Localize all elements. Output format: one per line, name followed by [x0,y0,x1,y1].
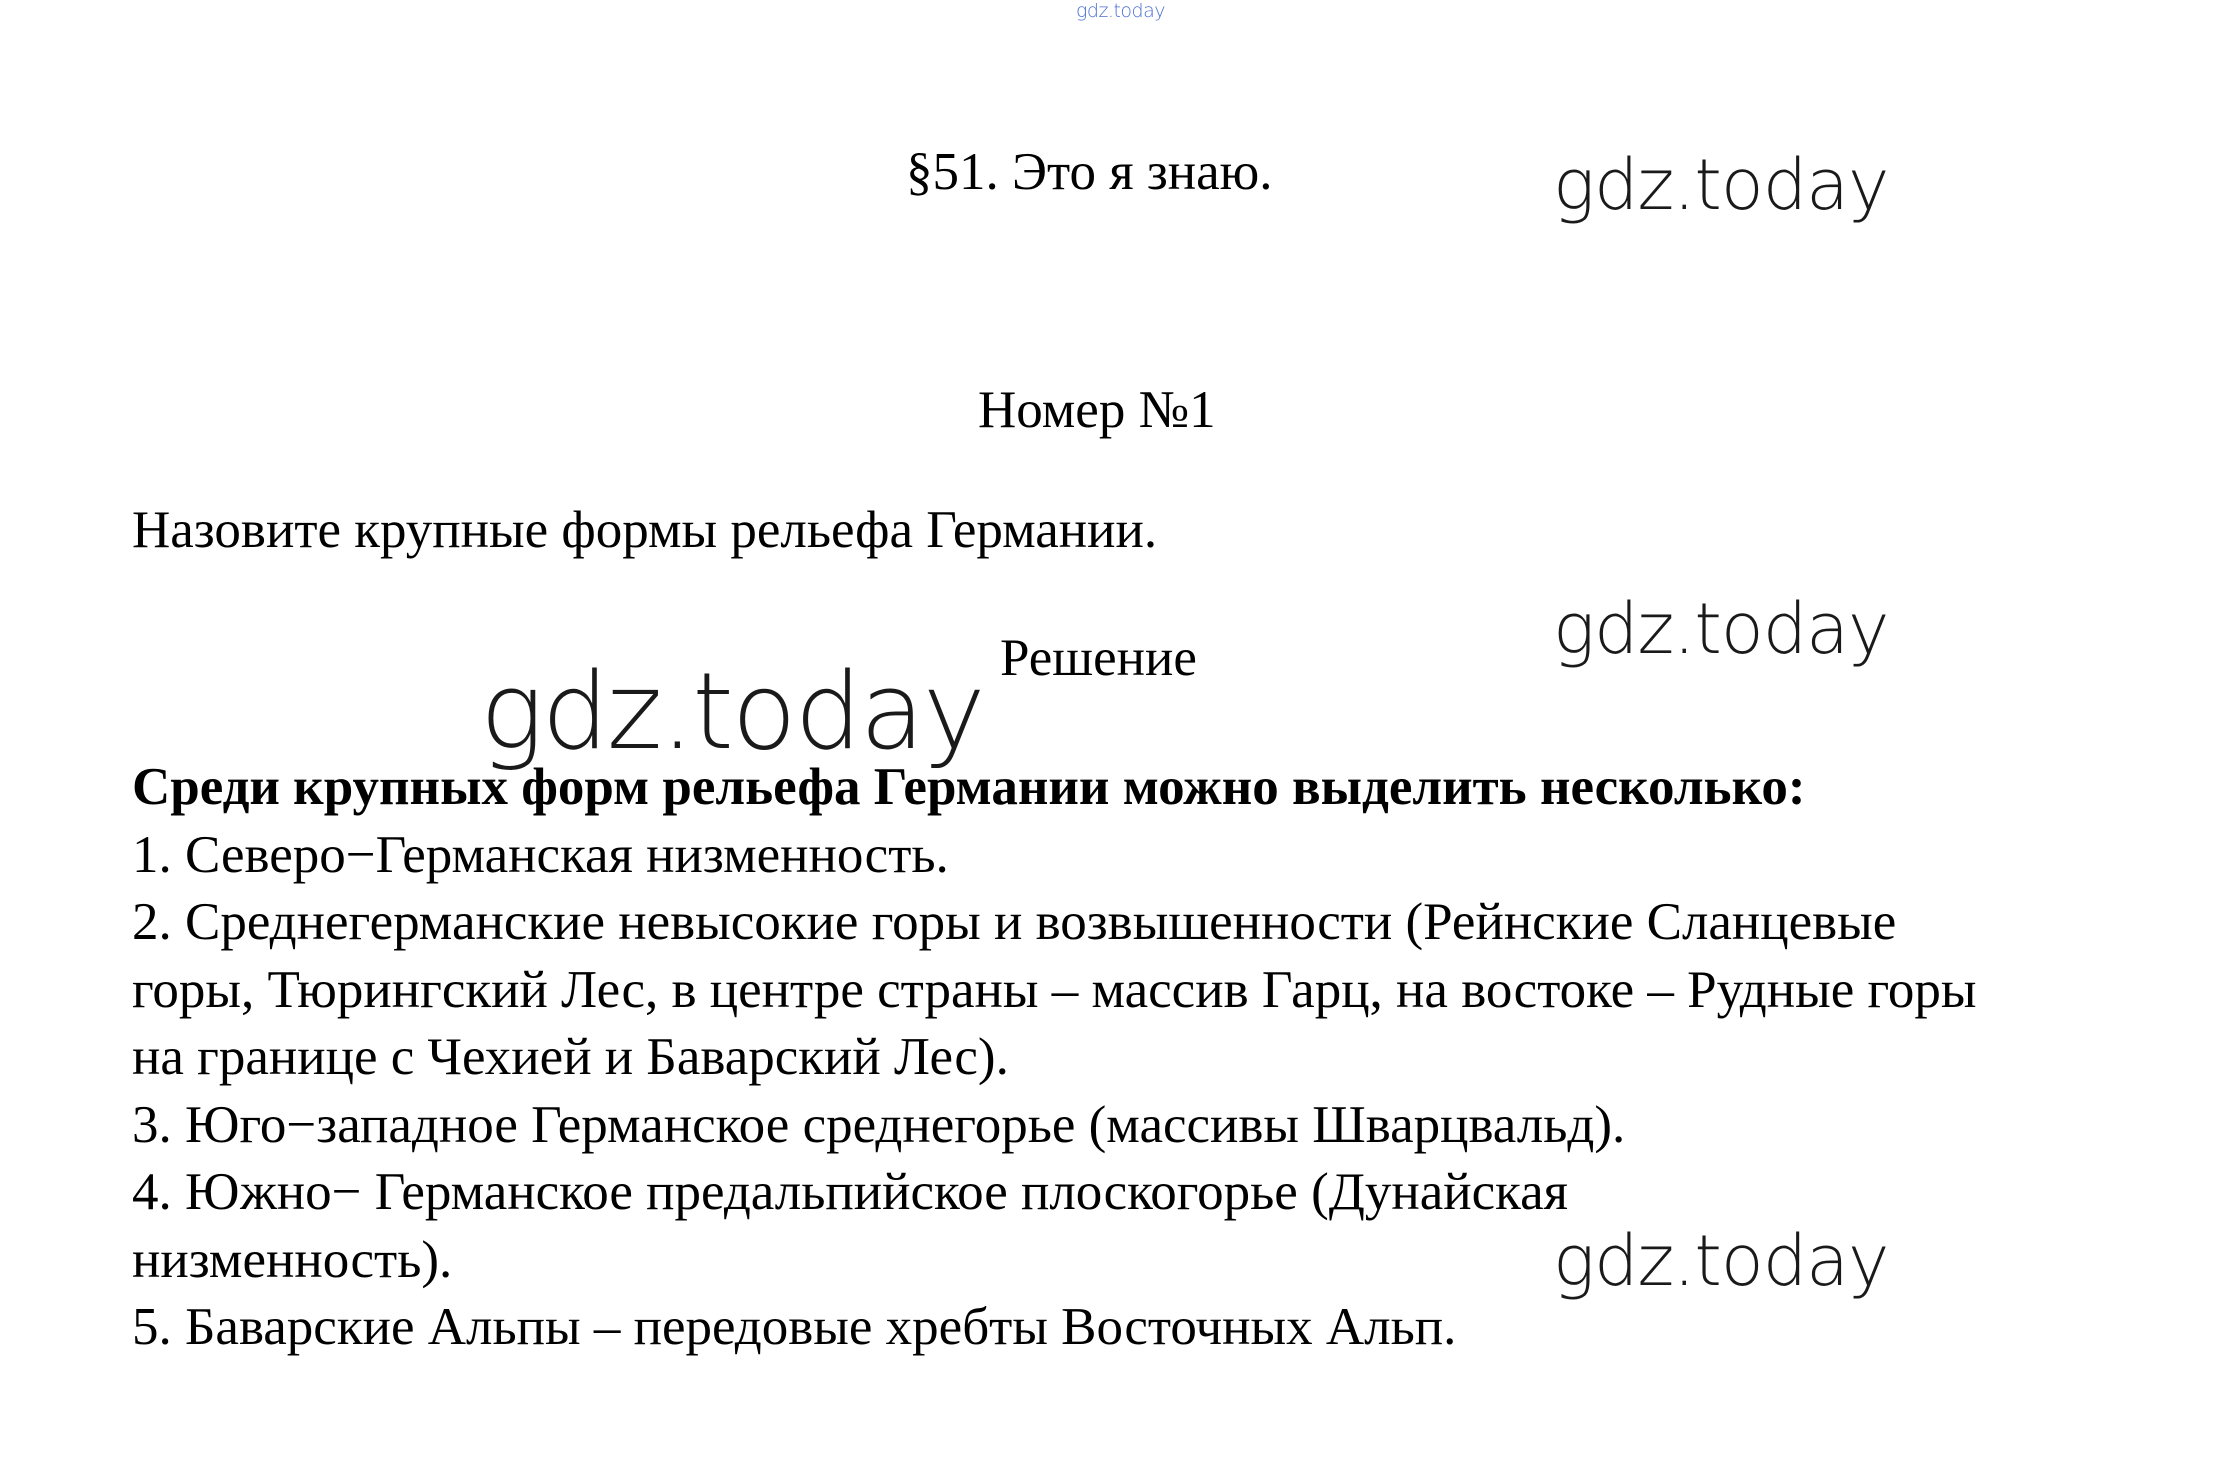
question-text: Назовите крупные формы рельефа Германии. [132,501,1158,559]
answer-intro: Среди крупных форм рельефа Германии можно выделить несколько: [132,758,1806,816]
watermark: gdz.today [1553,588,1889,670]
answer-item: 1. Северо−Германская низменность. [132,825,949,884]
watermark: gdz.today [1553,144,1889,226]
watermark-top: gdz.today [1076,0,1165,22]
answer-item: 5. Баварские Альпы – передовые хребты Восточных Альп. [132,1298,1457,1356]
answer-item: 2. Среднегерманские невысокие горы и возвышенности (Рейнские Сланцевые горы, Тюрингский Лес, в центре страны – массив Гарц, на востоке – Рудные горы на границе с Чехией и Баварский Лес). [132,893,1977,1086]
answer-item: 3. Юго−западное Германское среднегорье (массивы Шварцвальд). [132,1095,1626,1154]
answer-item: 4. Южно− Германское предальпийское плоскогорье (Дунайская низменность). [132,1163,1568,1289]
exercise-number: Номер №1 [978,381,1216,439]
solution-label: Решение [1000,629,1197,687]
watermark: gdz.today [1553,1220,1889,1302]
section-title: §51. Это я знаю. [906,143,1273,201]
watermark-large: gdz.today [480,650,984,773]
